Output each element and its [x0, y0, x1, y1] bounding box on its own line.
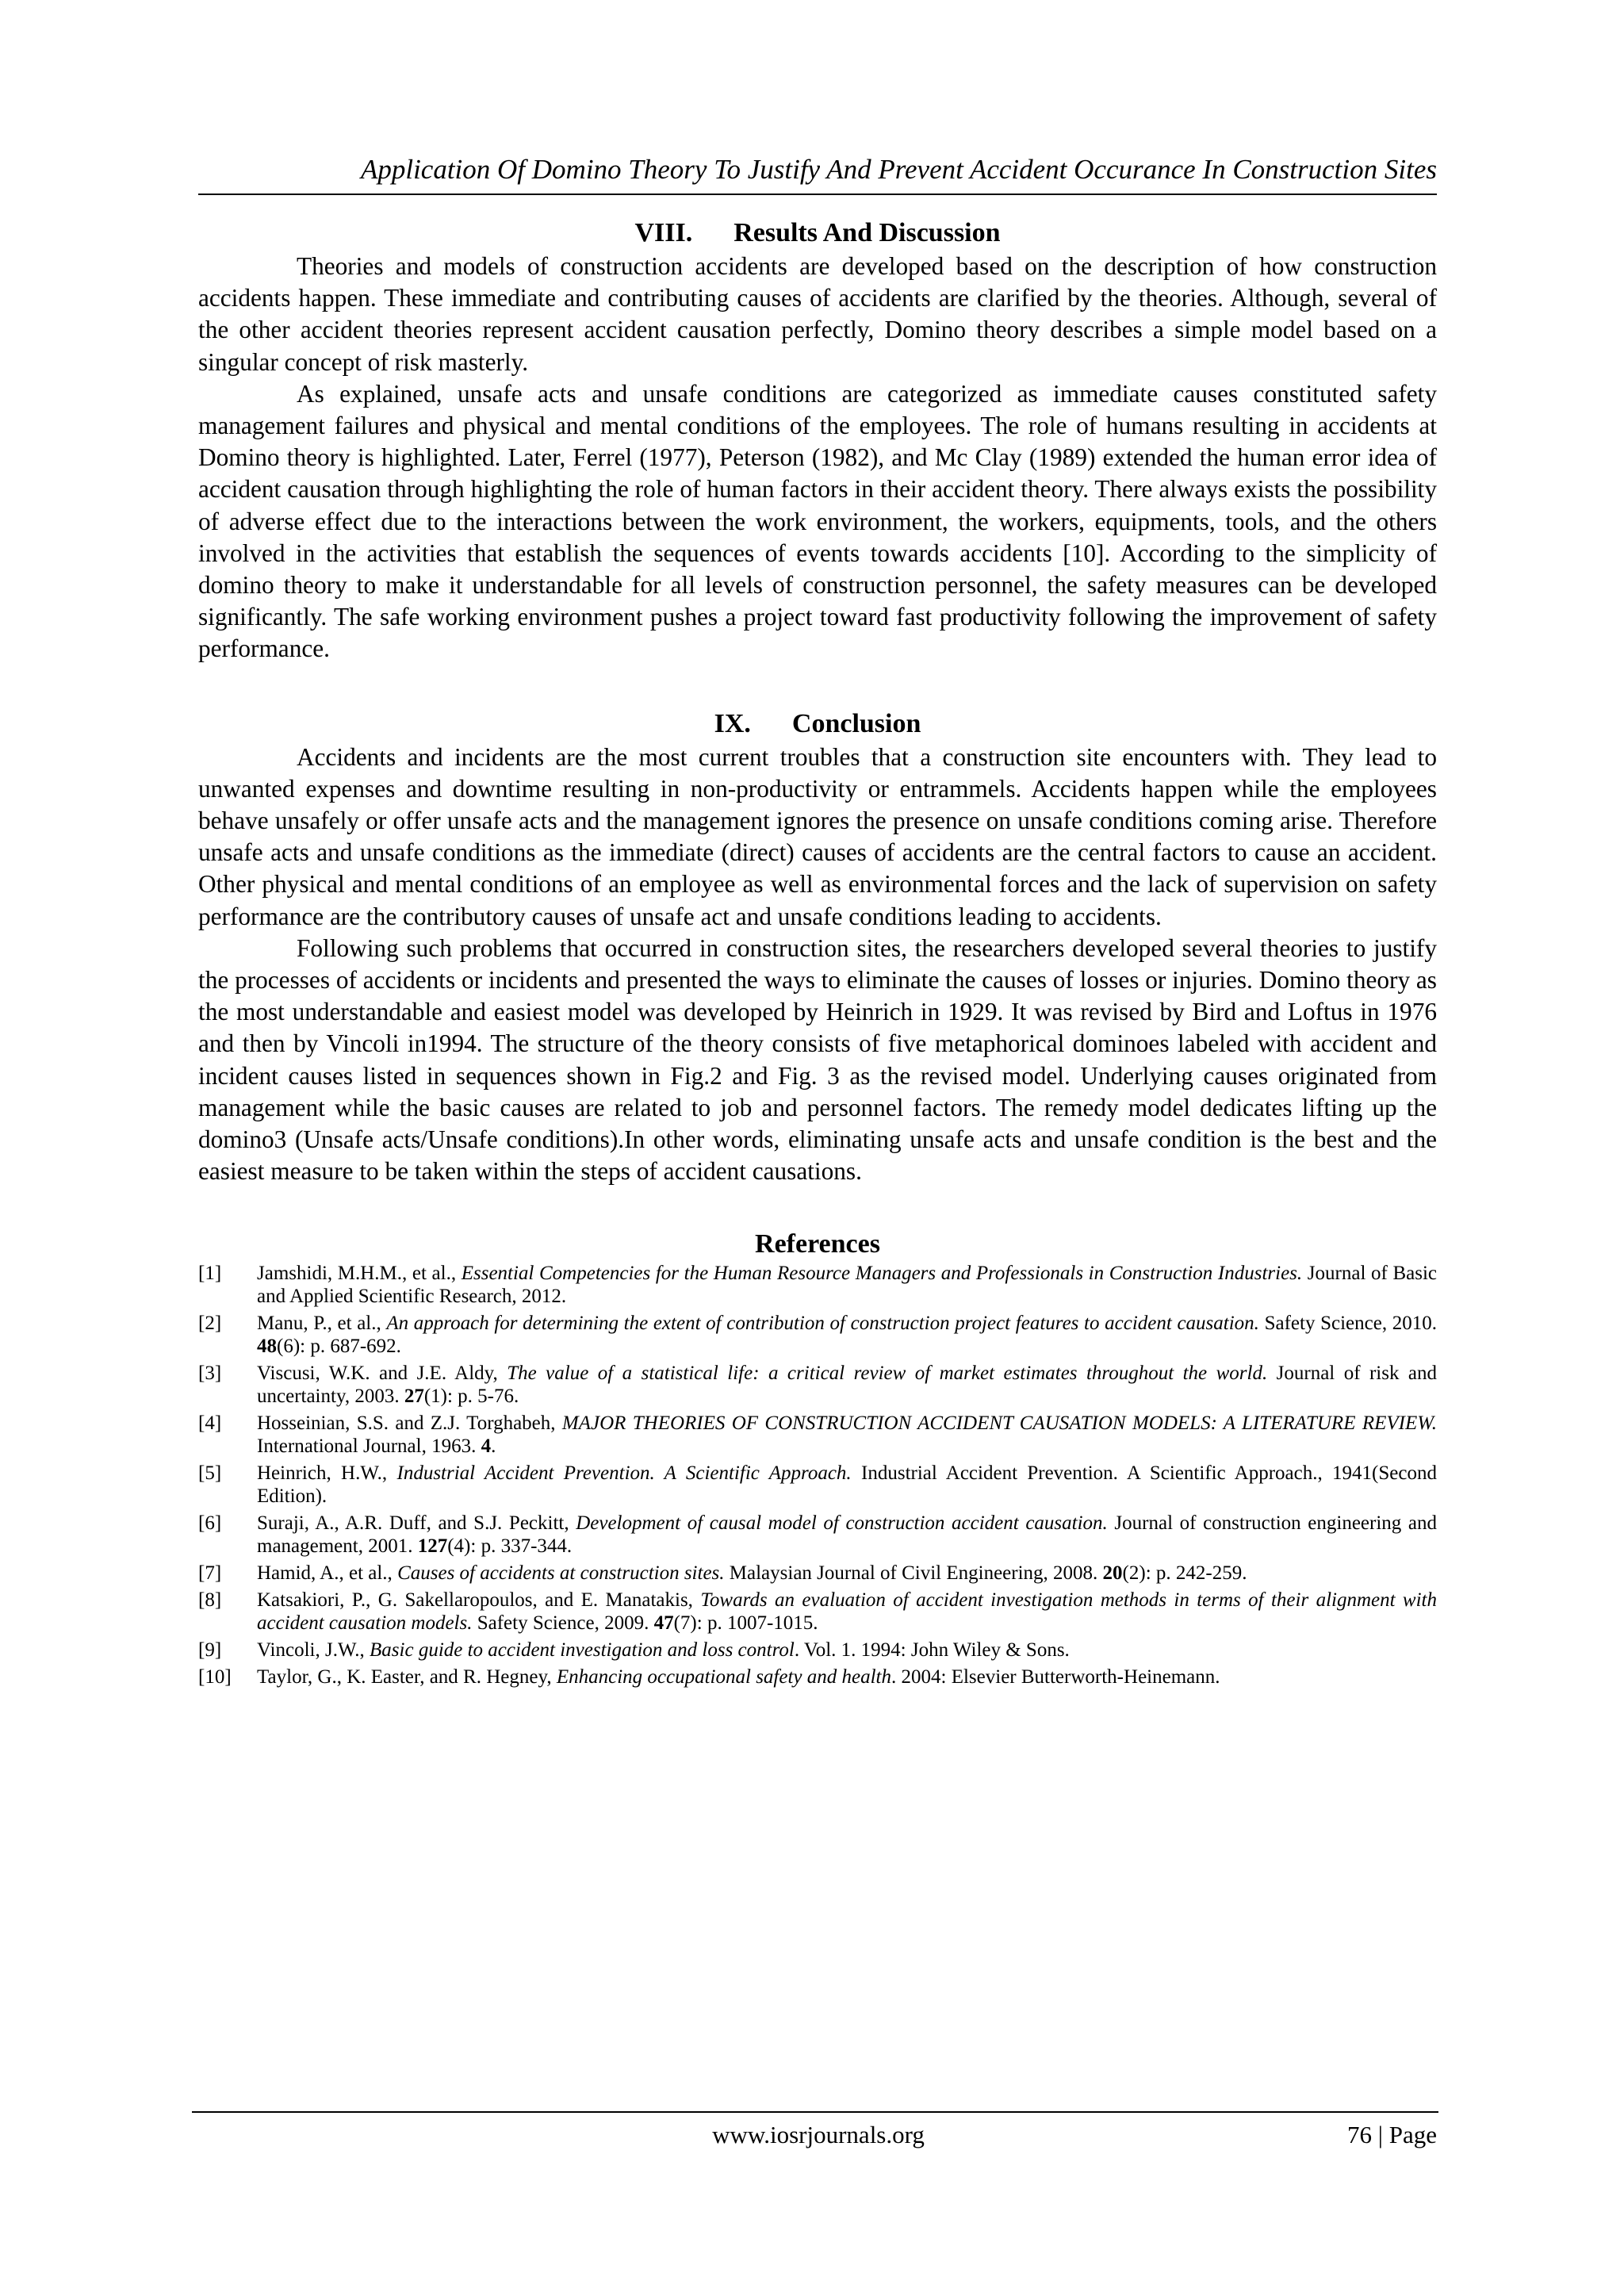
running-header: Application Of Domino Theory To Justify And Prevent Accident Occurance In Construction Sites — [360, 154, 1437, 185]
reference-text: Katsakiori, P., G. Sakellaropoulos, and E. Manatakis, Towards an evaluation of accident investigation methods in terms of their alignment with accident causation models. Safety Science, 2009. 47(7): p. 1007-1015. — [257, 1589, 1437, 1635]
section-title: Results And Discussion — [733, 218, 1001, 247]
reference-item — [198, 1262, 1437, 1308]
reference-number: [2] — [198, 1313, 222, 1335]
reference-number: [4] — [198, 1412, 222, 1435]
reference-item — [198, 1665, 1437, 1688]
reference-item — [198, 1412, 1437, 1458]
reference-text: Hosseinian, S.S. and Z.J. Torghabeh, MAJOR THEORIES OF CONSTRUCTION ACCIDENT CAUSATION MODELS: A LITERATURE REVIEW. International Journal, 1963. 4. — [257, 1412, 1438, 1458]
footer-rule — [192, 2111, 1438, 2113]
page-number: 76 | Page — [1347, 2121, 1437, 2148]
section-heading-results — [198, 216, 1437, 251]
paragraph: Following such problems that occurred in construction sites, the researchers developed several theories to justify the processes of accidents or incidents and presented the ways to eliminate the causes of losses or injuries. Domino theory as the most understandable and easiest model was developed by Heinrich in 1929. It was revised by Bird and Loftus in 1976 and then by Vincoli in1994. The structure of the theory consists of five metaphorical dominoes labeled with accident and incident causes listed in sequences shown in Fig.2 and Fig. 3 as the revised model. Underlying causes originated from management while the basic causes are related to job and personnel factors. The remedy model dedicates lifting up the domino3 (Unsafe acts/Unsafe conditions).In other words, eliminating unsafe acts and unsafe condition is the best and the easiest measure to be taken within the steps of accident causations. — [198, 933, 1437, 1186]
reference-number: [8] — [198, 1589, 222, 1612]
reference-list — [198, 1262, 1437, 1688]
reference-item — [198, 1312, 1437, 1358]
reference-number: [7] — [198, 1562, 222, 1585]
paragraph: As explained, unsafe acts and unsafe conditions are categorized as immediate causes constituted safety management failures and physical and mental conditions of the employees. The role of humans resulting in accidents at Domino theory is highlighted. Later, Ferrel (1977), Peterson (1982), and Mc Clay (1989) extended the human error idea of accident causation through highlighting the role of human factors in their accident theory. There always exists the possibility of adverse effect due to the interactions between the work environment, the workers, equipments, tools, and the others involved in the activities that establish the sequences of events towards accidents [10]. According to the simplicity of domino theory to make it understandable for all levels of construction personnel, the safety measures can be developed significantly. The safe working environment pushes a project toward fast productivity following the improvement of safety performance. — [198, 379, 1437, 663]
reference-item — [198, 1562, 1437, 1585]
article-body — [198, 216, 1437, 1692]
reference-text: Hamid, A., et al., Causes of accidents at construction sites. Malaysian Journal of Civil Engineering, 2008. 20(2): p. 242-259. — [257, 1562, 1247, 1585]
reference-item — [198, 1362, 1437, 1408]
section-title: Conclusion — [791, 708, 921, 738]
reference-text: Suraji, A., A.R. Duff, and S.J. Peckitt, Development of causal model of construction accident causation. Journal of construction engineering and management, 2001. 127(4): p. 337-344. — [257, 1512, 1437, 1558]
section-number: VIII. — [634, 218, 693, 247]
reference-number: [3] — [198, 1363, 222, 1385]
reference-text: Heinrich, H.W., Industrial Accident Prevention. A Scientific Approach. Industrial Accident Prevention. A Scientific Approach., 1941(Second Edition). — [257, 1462, 1437, 1508]
section-spacer — [198, 665, 1437, 707]
paragraph: Accidents and incidents are the most current troubles that a construction site encounters with. They lead to unwanted expenses and downtime resulting in non-productivity or entrammels. Accidents happen while the employees behave unsafely or offer unsafe acts and the management ignores the presence on unsafe conditions coming arise. Therefore unsafe acts and unsafe conditions as the immediate (direct) causes of accidents are the central factors to cause an accident. Other physical and mental conditions of an employee as well as environmental forces and the lack of supervision on safety performance are the contributory causes of unsafe act and unsafe conditions leading to accidents. — [198, 742, 1437, 930]
footer-site-url[interactable]: www.iosrjournals.org — [712, 2121, 925, 2148]
header-rule — [198, 194, 1437, 195]
reference-number: [6] — [198, 1512, 222, 1535]
paragraph: Theories and models of construction accidents are developed based on the description of how construction accidents happen. These immediate and contributing causes of accidents are clarified by the theories. Although, several of the other accident theories represent accident causation perfectly, Domino theory describes a simple model based on a singular concept of risk masterly. — [198, 252, 1437, 376]
reference-item — [198, 1639, 1437, 1662]
reference-number: [10] — [198, 1666, 232, 1688]
reference-number: [5] — [198, 1462, 222, 1485]
reference-item — [198, 1462, 1437, 1508]
reference-item — [198, 1512, 1437, 1558]
section-heading-conclusion — [198, 707, 1437, 742]
reference-text: Jamshidi, M.H.M., et al., Essential Competencies for the Human Resource Managers and Professionals in Construction Industries. Journal of Basic and Applied Scientific Research, 2012. — [257, 1263, 1437, 1308]
reference-text: Vincoli, J.W., Basic guide to accident investigation and loss control. Vol. 1. 1994: John Wiley & Sons. — [257, 1639, 1070, 1662]
section-spacer — [198, 1187, 1437, 1227]
reference-number: [9] — [198, 1639, 222, 1662]
reference-text: Viscusi, W.K. and J.E. Aldy, The value of a statistical life: a critical review of market estimates throughout the world. Journal of risk and uncertainty, 2003. 27(1): p. 5-76. — [257, 1363, 1438, 1408]
section-number: IX. — [714, 708, 751, 738]
references-heading: References — [755, 1229, 880, 1259]
reference-text: Manu, P., et al., An approach for determining the extent of contribution of construction project features to accident causation. Safety Science, 2010. 48(6): p. 687-692. — [257, 1313, 1437, 1358]
reference-number: [1] — [198, 1263, 222, 1285]
reference-text: Taylor, G., K. Easter, and R. Hegney, Enhancing occupational safety and health. 2004: Elsevier Butterworth-Heinemann. — [257, 1666, 1220, 1688]
reference-item — [198, 1589, 1437, 1635]
